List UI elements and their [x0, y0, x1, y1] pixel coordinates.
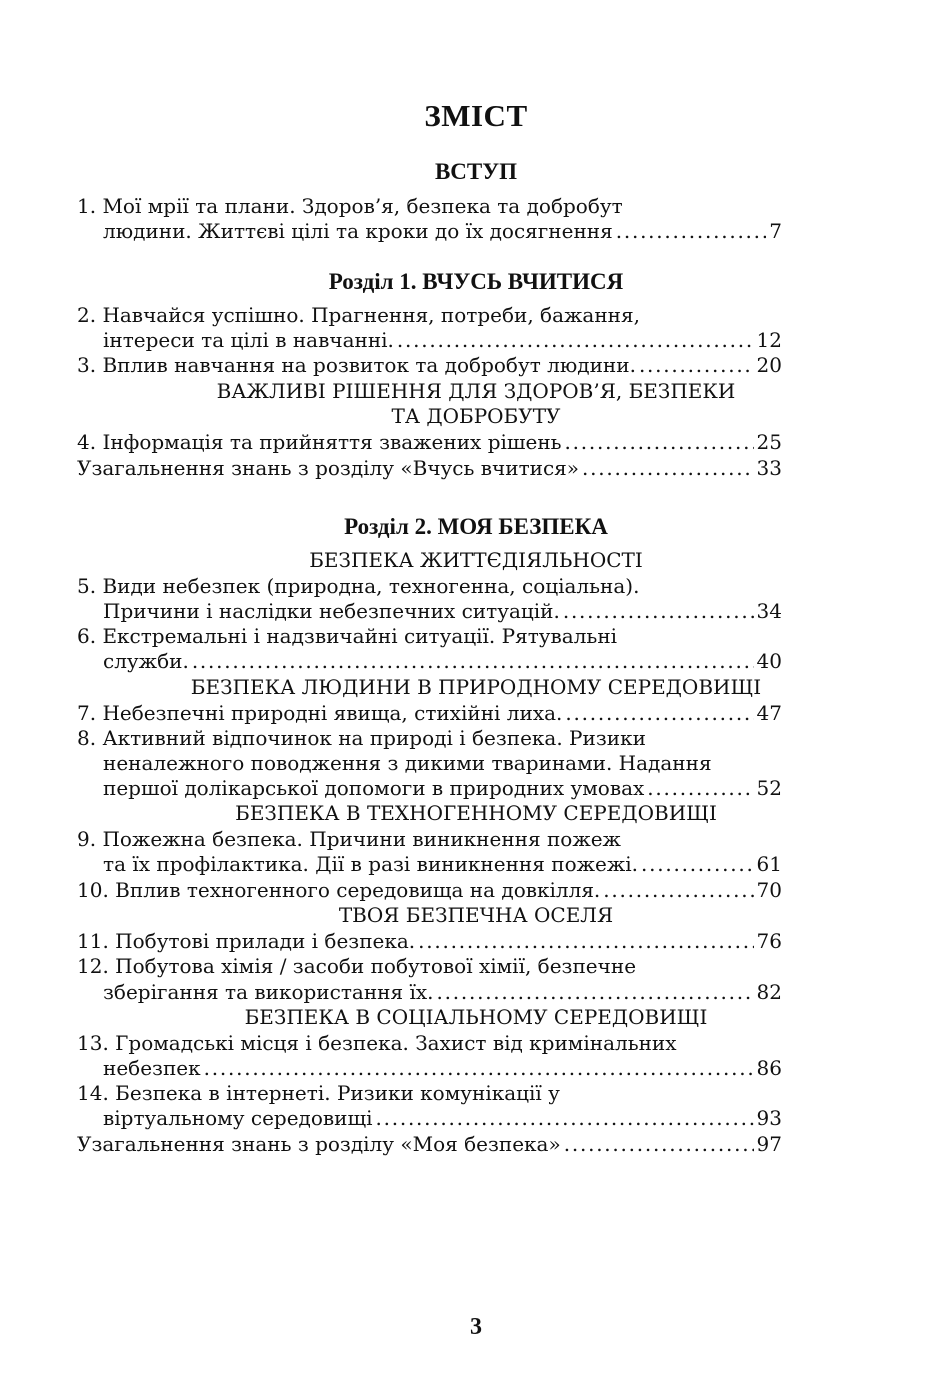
toc-entry-text: та їх профілактика. Дії в разі виникнення пожежі.	[103, 852, 638, 876]
section1-subheading-line1: ВАЖЛИВІ РІШЕННЯ ДЛЯ ЗДОРОВ’Я, БЕЗПЕКИ	[216, 379, 736, 403]
section2-sub1: БЕЗПЕКА ЖИТТЄДІЯЛЬНОСТІ	[309, 548, 643, 572]
toc-entry-12-line1: 12. Побутова хімія / засоби побутової хімії, безпечне	[77, 954, 637, 978]
toc-entry-7[interactable]	[77, 701, 782, 726]
toc-entry-2[interactable]	[103, 328, 782, 353]
toc-entry-8[interactable]	[103, 776, 782, 801]
page-ref: 52	[756, 776, 782, 800]
leader-dots	[375, 1106, 753, 1131]
page-ref: 7	[769, 219, 782, 243]
toc-summary-1[interactable]	[77, 456, 782, 481]
leader-dots	[204, 1056, 754, 1081]
leader-dots	[616, 219, 767, 244]
toc-entry-text: небезпек	[103, 1056, 201, 1080]
toc-entry-text: 11. Побутові прилади і безпека.	[77, 929, 416, 953]
page-title: ЗМІСТ	[424, 98, 528, 133]
page-ref: 76	[756, 929, 782, 953]
toc-entry-text: 10. Вплив техногенного середовища на довкілля.	[77, 878, 601, 902]
page-ref: 47	[756, 701, 782, 725]
page-ref: 93	[756, 1106, 782, 1130]
section1-subheading-line2: ТА ДОБРОБУТУ	[391, 404, 561, 428]
toc-entry-text: 4. Інформація та прийняття зважених рішень	[77, 430, 562, 454]
section2-sub2: БЕЗПЕКА ЛЮДИНИ В ПРИРОДНОМУ СЕРЕДОВИЩІ	[190, 675, 762, 699]
leader-dots	[564, 1132, 754, 1157]
leader-dots	[582, 456, 754, 481]
page-ref: 12	[756, 328, 782, 352]
page-ref: 25	[756, 430, 782, 454]
toc-entry-5-line1: 5. Види небезпек (природна, техногенна, соціальна).	[77, 574, 640, 598]
toc-summary-2[interactable]	[77, 1132, 782, 1157]
section2-sub4: ТВОЯ БЕЗПЕЧНА ОСЕЛЯ	[338, 903, 614, 927]
toc-entry-10[interactable]	[77, 878, 782, 903]
toc-entry-3[interactable]	[77, 353, 782, 378]
toc-entry-5[interactable]	[103, 599, 782, 624]
toc-entry-13[interactable]	[103, 1056, 782, 1081]
leader-dots	[565, 701, 753, 726]
toc-entry-6[interactable]	[103, 649, 782, 674]
page-ref: 82	[756, 980, 782, 1004]
toc-entry-text: Узагальнення знань з розділу «Вчусь вчитися»	[77, 456, 580, 480]
page-ref: 97	[756, 1132, 782, 1156]
toc-entry-1[interactable]	[103, 219, 782, 244]
toc-entry-text: першої долікарської допомоги в природних умовах	[103, 776, 645, 800]
toc-entry-1-line1: 1. Мої мрії та плани. Здоров’я, безпека та добробут	[77, 194, 623, 218]
toc-entry-text: Причини і наслідки небезпечних ситуацій.	[103, 599, 560, 623]
page-ref: 40	[756, 649, 782, 673]
page-ref: 33	[756, 456, 782, 480]
leader-dots	[647, 776, 753, 801]
intro-heading: ВСТУП	[434, 159, 518, 184]
leader-dots	[563, 599, 754, 624]
toc-entry-14[interactable]	[103, 1106, 782, 1131]
leader-dots	[418, 929, 753, 954]
leader-dots	[603, 878, 753, 903]
toc-entry-11[interactable]	[77, 929, 782, 954]
toc-entry-text: віртуальному середовищі	[103, 1106, 373, 1130]
toc-entry-9[interactable]	[103, 852, 782, 877]
section2-sub3: БЕЗПЕКА В ТЕХНОГЕННОМУ СЕРЕДОВИЩІ	[235, 801, 717, 825]
page-number: 3	[470, 1314, 482, 1340]
toc-entry-text: Узагальнення знань з розділу «Моя безпека»	[77, 1132, 561, 1156]
leader-dots	[397, 328, 754, 353]
leader-dots	[565, 430, 754, 455]
page-ref: 86	[756, 1056, 782, 1080]
page-ref: 61	[756, 852, 782, 876]
section2-heading: Розділ 2. МОЯ БЕЗПЕКА	[344, 514, 608, 539]
leader-dots	[639, 353, 754, 378]
leader-dots	[192, 649, 754, 674]
toc-entry-4[interactable]	[77, 430, 782, 455]
leader-dots	[437, 980, 754, 1005]
toc-entry-9-line1: 9. Пожежна безпека. Причини виникнення пожеж	[77, 827, 621, 851]
page-ref: 34	[756, 599, 782, 623]
toc-entry-text: людини. Життєві цілі та кроки до їх досягнення	[103, 219, 613, 243]
toc-entry-text: зберігання та використання їх.	[103, 980, 434, 1004]
toc-entry-12[interactable]	[103, 980, 782, 1005]
toc-entry-8-line1: 8. Активний відпочинок на природі і безпека. Ризики	[77, 726, 646, 750]
toc-entry-13-line1: 13. Громадські місця і безпека. Захист від кримінальних	[77, 1031, 677, 1055]
leader-dots	[641, 852, 754, 877]
toc-entry-text: служби.	[103, 649, 189, 673]
toc-entry-14-line1: 14. Безпека в інтернеті. Ризики комунікації у	[77, 1081, 560, 1105]
section2-sub5: БЕЗПЕКА В СОЦІАЛЬНОМУ СЕРЕДОВИЩІ	[244, 1005, 708, 1029]
toc-entry-8-line2: неналежного поводження з дикими тваринами. Надання	[103, 751, 712, 775]
toc-entry-text: інтереси та цілі в навчанні.	[103, 328, 394, 352]
page-ref: 20	[756, 353, 782, 377]
toc-entry-2-line1: 2. Навчайся успішно. Прагнення, потреби, бажання,	[77, 303, 640, 327]
toc-entry-text: 7. Небезпечні природні явища, стихійні лиха.	[77, 701, 563, 725]
page-ref: 70	[756, 878, 782, 902]
section1-heading: Розділ 1. ВЧУСЬ ВЧИТИСЯ	[328, 269, 624, 294]
toc-entry-text: 3. Вплив навчання на розвиток та добробут людини.	[77, 353, 636, 377]
toc-entry-6-line1: 6. Екстремальні і надзвичайні ситуації. Рятувальні	[77, 624, 618, 648]
